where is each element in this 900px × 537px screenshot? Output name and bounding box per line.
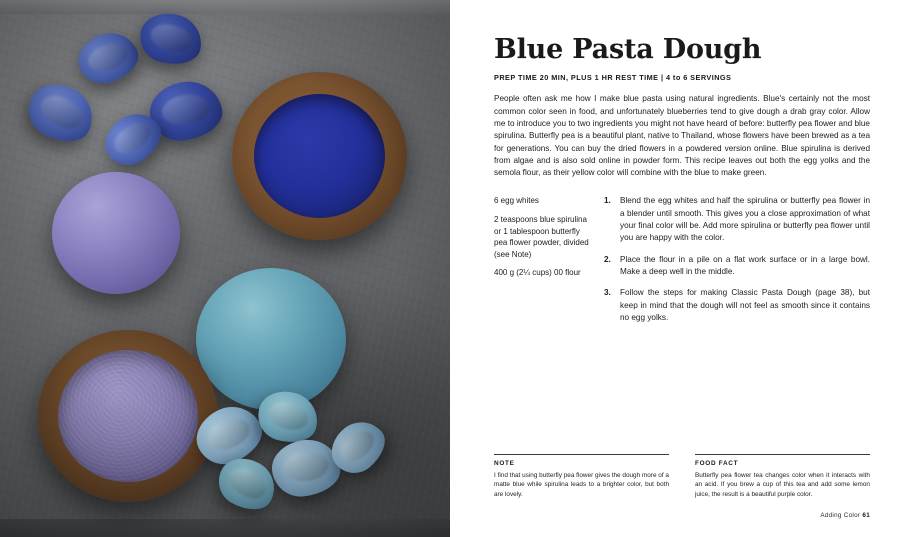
food-fact-body: Butterfly pea flower tea changes color when it interacts with an acid. If you brew a cup of this tea and add some lemon juice, the result is a beautiful purple color. bbox=[695, 472, 870, 498]
step-item bbox=[604, 195, 870, 244]
page-title: Blue Pasta Dough bbox=[494, 34, 762, 65]
ingredient-item: 400 g (2¼ cups) 00 flour bbox=[494, 268, 581, 278]
step-item bbox=[604, 254, 870, 279]
ingredient-item: 2 teaspoons blue spirulina or 1 tablespoon butterfly pea flower powder, divided (see Note) bbox=[494, 215, 589, 259]
note-box bbox=[494, 454, 669, 499]
slate-top-edge bbox=[0, 0, 450, 14]
steps-list bbox=[604, 195, 870, 333]
recipe-intro: People often ask me how I make blue pasta using natural ingredients. Blue's certainly not the most common color seen in food, and unfortunately blueberries tend to give dough a drab gray color. Allow me to introduce you to two ingredients you might not have heard of before: butterfly pea flower and blue spirulina. Butterfly pea is a beautiful plant, native to Thailand, whose flowers have been brewed as a tea for generations. You can buy the dried flowers in a powdered version online. Blue spirulina is derived from algae and is also sold online in powder form. This recipe leaves out both the egg yolks and the semola flour, as their yellow color will combine with the blue to make green. bbox=[494, 94, 870, 178]
food-fact-box bbox=[695, 454, 870, 499]
pasta-fold bbox=[148, 20, 195, 55]
recipe-page bbox=[450, 0, 900, 537]
pasta-fold bbox=[224, 462, 271, 503]
blue-dough-in-bowl bbox=[254, 94, 385, 218]
recipe-columns bbox=[494, 195, 870, 333]
ingredient-item: 6 egg whites bbox=[494, 196, 539, 206]
pasta-fold bbox=[84, 39, 131, 75]
notes-section bbox=[494, 454, 870, 499]
note-body: I find that using butterfly pea flower gives the dough more of a matte blue while spirulina leads to a brighter color, but both are lovely. bbox=[494, 472, 669, 498]
page-folio bbox=[820, 512, 870, 519]
step-text: Place the flour in a pile on a flat work surface or in a large bowl. Make a deep well in the middle. bbox=[620, 254, 870, 276]
pasta-fold bbox=[281, 450, 330, 484]
note-title: NOTE bbox=[494, 460, 515, 468]
step-number: 3. bbox=[604, 288, 611, 298]
step-number: 2. bbox=[604, 254, 611, 264]
pasta-fold bbox=[335, 425, 380, 468]
butterfly-pea-powder bbox=[58, 350, 198, 482]
step-text: Follow the steps for making Classic Pasta Dough (page 38), but keep in mind that the dough will not feel as smooth since it contains no egg yolks. bbox=[620, 288, 870, 322]
step-number: 1. bbox=[604, 196, 611, 206]
note-divider bbox=[494, 454, 669, 455]
pasta-fold bbox=[265, 398, 311, 434]
pasta-fold bbox=[35, 89, 88, 135]
folio-page-number: 61 bbox=[862, 512, 870, 519]
pasta-fold bbox=[202, 412, 254, 456]
slate-bottom-edge bbox=[0, 519, 450, 537]
purple-dough-ball bbox=[52, 172, 180, 294]
wooden-bowl-powder bbox=[38, 330, 218, 502]
pasta-fold bbox=[109, 117, 155, 159]
food-fact-divider bbox=[695, 454, 870, 455]
teal-dough-ball bbox=[196, 268, 346, 410]
folio-section: Adding Color bbox=[820, 512, 861, 519]
step-item bbox=[604, 287, 870, 324]
wooden-bowl-blue-dough bbox=[232, 72, 407, 240]
pasta-fold bbox=[159, 92, 212, 129]
recipe-meta: PREP TIME 20 MIN, PLUS 1 HR REST TIME | 4 to 6 SERVINGS bbox=[494, 73, 732, 83]
food-fact-title: FOOD FACT bbox=[695, 460, 739, 468]
recipe-body bbox=[494, 36, 870, 333]
ingredients-list bbox=[494, 195, 590, 286]
step-text: Blend the egg whites and half the spirulina or butterfly pea flower in a blender until smooth. This gives you a close approximation of what your final color will be. Add more spirulina or butterfly pea flower until you are happy with the color. bbox=[620, 196, 870, 243]
